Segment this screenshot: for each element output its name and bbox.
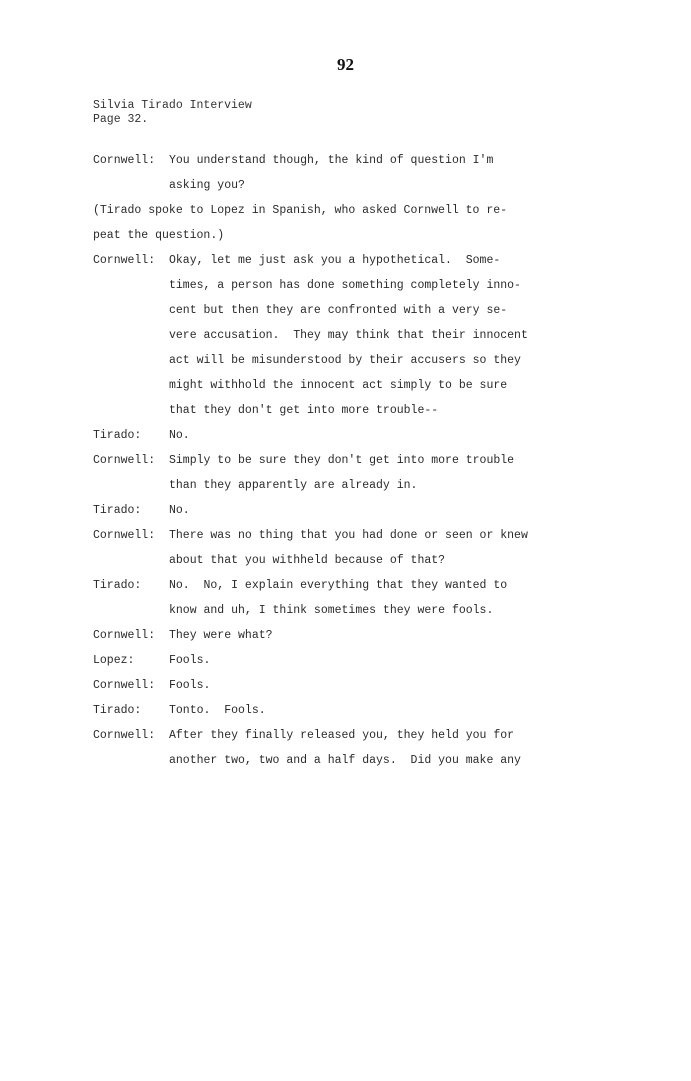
- speech-line: Fools.: [169, 654, 211, 667]
- speaker-label: Cornwell:: [93, 729, 156, 742]
- speaker-label: Cornwell:: [93, 454, 156, 467]
- speech-line: Tonto. Fools.: [169, 704, 266, 717]
- speaker-label: Cornwell:: [93, 679, 156, 692]
- transcript-entry: [93, 448, 563, 498]
- speech-line: No. No, I explain everything that they wanted to: [169, 579, 508, 592]
- transcript-entry: [93, 723, 563, 773]
- transcript-entry: [93, 573, 563, 623]
- speech-line: They were what?: [169, 629, 273, 642]
- transcript-entry: [93, 423, 563, 448]
- transcript-entry: [93, 698, 563, 723]
- speech-line: that they don't get into more trouble--: [169, 404, 439, 417]
- speech-text: [169, 673, 563, 698]
- speaker-label: Cornwell:: [93, 629, 156, 642]
- speech-line: know and uh, I think sometimes they were fools.: [169, 604, 494, 617]
- speech-line: might withhold the innocent act simply to be sure: [169, 379, 508, 392]
- note-line: peat the question.): [93, 229, 225, 242]
- speech-line: times, a person has done something completely inno-: [169, 279, 521, 292]
- speech-text: [169, 248, 563, 423]
- speech-line: act will be misunderstood by their accusers so they: [169, 354, 521, 367]
- speech-line: There was no thing that you had done or seen or knew: [169, 529, 528, 542]
- page-reference: Page 32.: [93, 113, 149, 126]
- transcript-entry: [93, 248, 563, 423]
- speech-text: [169, 648, 563, 673]
- transcript-entry: [93, 148, 563, 198]
- speech-line: vere accusation. They may think that their innocent: [169, 329, 528, 342]
- speech-text: [169, 523, 563, 573]
- speech-line: Simply to be sure they don't get into more trouble: [169, 454, 515, 467]
- transcript-note: [93, 198, 563, 248]
- speech-line: about that you withheld because of that?: [169, 554, 446, 567]
- speech-line: Okay, let me just ask you a hypothetical. Some-: [169, 254, 501, 267]
- transcript-entry: [93, 648, 563, 673]
- speaker-label: Tirado:: [93, 704, 142, 717]
- speech-text: [169, 698, 563, 723]
- speaker-label: Cornwell:: [93, 154, 156, 167]
- interview-title: Silvia Tirado Interview: [93, 99, 252, 112]
- speech-line: than they apparently are already in.: [169, 479, 418, 492]
- transcript-entry: [93, 523, 563, 573]
- page-number: 92: [337, 55, 354, 74]
- speech-line: After they finally released you, they held you for: [169, 729, 515, 742]
- speech-text: [169, 148, 563, 198]
- speaker-label: Cornwell:: [93, 254, 156, 267]
- document-header: [93, 99, 252, 127]
- speech-text: [169, 423, 563, 448]
- speaker-label: Lopez:: [93, 654, 135, 667]
- speech-line: asking you?: [169, 179, 245, 192]
- transcript-entry: [93, 623, 563, 648]
- transcript-entry: [93, 673, 563, 698]
- speech-line: another two, two and a half days. Did you make any: [169, 754, 521, 767]
- speech-text: [169, 623, 563, 648]
- speech-text: [169, 573, 563, 623]
- speech-text: [169, 498, 563, 523]
- speech-line: No.: [169, 504, 190, 517]
- transcript: [93, 148, 563, 773]
- speech-text: [169, 448, 563, 498]
- speech-line: You understand though, the kind of question I'm: [169, 154, 494, 167]
- speaker-label: Cornwell:: [93, 529, 156, 542]
- speech-line: Fools.: [169, 679, 211, 692]
- speech-text: [169, 723, 563, 773]
- speech-line: No.: [169, 429, 190, 442]
- note-line: (Tirado spoke to Lopez in Spanish, who asked Cornwell to re-: [93, 204, 508, 217]
- speaker-label: Tirado:: [93, 504, 142, 517]
- speech-line: cent but then they are confronted with a very se-: [169, 304, 508, 317]
- speaker-label: Tirado:: [93, 429, 142, 442]
- speaker-label: Tirado:: [93, 579, 142, 592]
- transcript-entry: [93, 498, 563, 523]
